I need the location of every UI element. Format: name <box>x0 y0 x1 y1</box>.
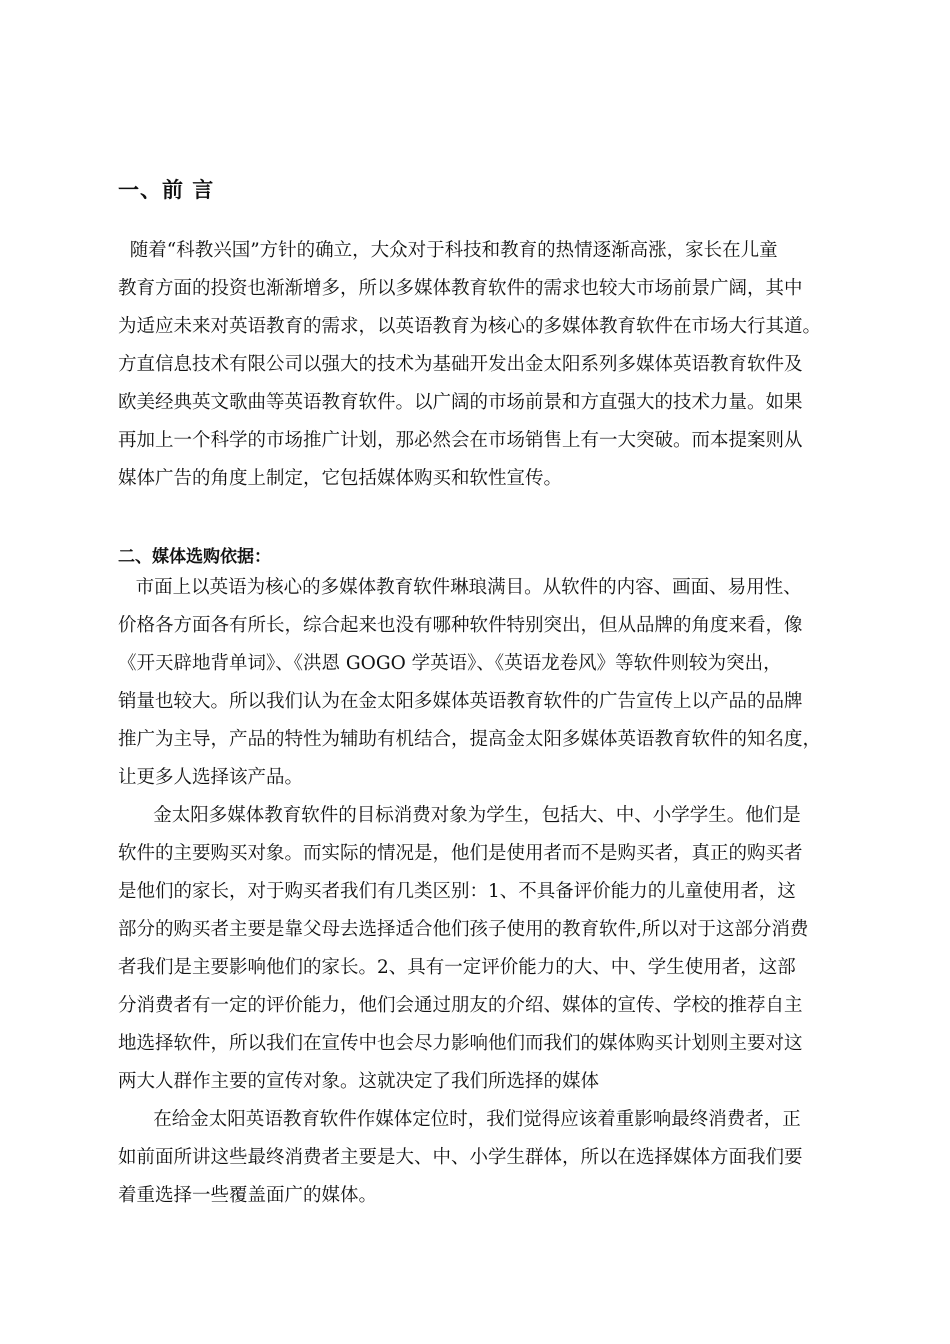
paragraph-line: 媒体广告的角度上制定，它包括媒体购买和软性宣传。 <box>118 468 563 489</box>
paragraph-line: 推广为主导，产品的特性为辅助有机结合，提高金太阳多媒体英语教育软件的知名度， <box>118 729 822 750</box>
paragraph-line: 地选择软件，所以我们在宣传中也会尽力影响他们而我们的媒体购买计划则主要对这 <box>118 1033 803 1054</box>
paragraph-line: 两大人群作主要的宣传对象。这就决定了我们所选择的媒体 <box>118 1071 600 1092</box>
paragraph-line: 者我们是主要影响他们的家长。2、具有一定评价能力的大、中、学生使用者，这部 <box>118 957 796 978</box>
paragraph-line: 销量也较大。所以我们认为在金太阳多媒体英语教育软件的广告宣传上以产品的品牌 <box>118 691 803 712</box>
paragraph-line: 分消费者有一定的评价能力，他们会通过朋友的介绍、媒体的宣传、学校的推荐自主 <box>118 995 803 1016</box>
paragraph-line: 着重选择一些覆盖面广的媒体。 <box>118 1185 378 1206</box>
paragraph-line: 如前面所讲这些最终消费者主要是大、中、小学生群体，所以在选择媒体方面我们要 <box>118 1147 803 1168</box>
paragraph-line: 方直信息技术有限公司以强大的技术为基础开发出金太阳系列多媒体英语教育软件及 <box>118 354 803 375</box>
paragraph-line: 是他们的家长，对于购买者我们有几类区别：1、不具备评价能力的儿童使用者，这 <box>118 881 796 902</box>
paragraph-line: 让更多人选择该产品。 <box>118 767 304 788</box>
paragraph-line: 为适应未来对英语教育的需求，以英语教育为核心的多媒体教育软件在市场大行其道。 <box>118 316 822 337</box>
paragraph-line: 金太阳多媒体教育软件的目标消费对象为学生，包括大、中、小学学生。他们是 <box>118 805 801 826</box>
paragraph-line: 部分的购买者主要是靠父母去选择适合他们孩子使用的教育软件,所以对于这部分消费 <box>118 919 809 940</box>
paragraph-line: 在给金太阳英语教育软件作媒体定位时，我们觉得应该着重影响最终消费者，正 <box>118 1109 801 1130</box>
paragraph-line: 随着“科教兴国”方针的确立，大众对于科技和教育的热情逐渐高涨，家长在儿童 <box>118 240 778 261</box>
paragraph-line: 教育方面的投资也渐渐增多，所以多媒体教育软件的需求也较大市场前景广阔，其中 <box>118 278 803 299</box>
paragraph-line: 欧美经典英文歌曲等英语教育软件。以广阔的市场前景和方直强大的技术力量。如果 <box>118 392 803 413</box>
section-heading-preface: 一、前 言 <box>118 178 215 202</box>
paragraph-line: 软件的主要购买对象。而实际的情况是，他们是使用者而不是购买者，真正的购买者 <box>118 843 803 864</box>
paragraph-line: 再加上一个科学的市场推广计划，那必然会在市场销售上有一大突破。而本提案则从 <box>118 430 803 451</box>
paragraph-line: 《开天辟地背单词》、《洪恩 GOGO 学英语》、《英语龙卷风》等软件则较为突出， <box>118 653 782 674</box>
paragraph-line: 市面上以英语为核心的多媒体教育软件琳琅满目。从软件的内容、画面、易用性、 <box>118 577 802 598</box>
paragraph-line: 价格各方面各有所长，综合起来也没有哪种软件特别突出，但从品牌的角度来看，像 <box>118 615 803 636</box>
section-heading-media-basis: 二、媒体选购依据： <box>118 547 271 567</box>
